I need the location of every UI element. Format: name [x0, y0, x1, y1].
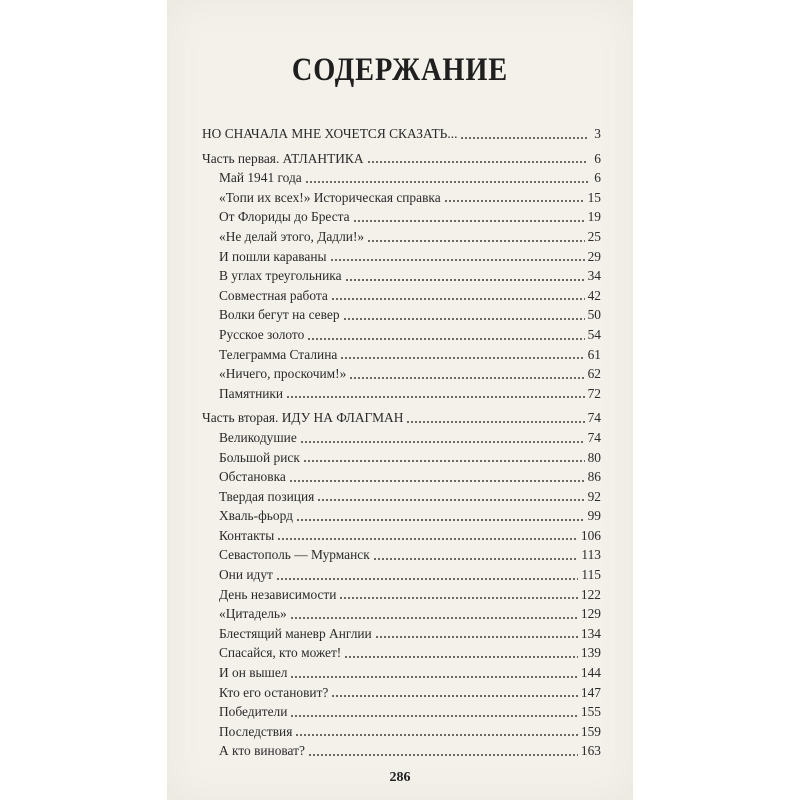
toc-entry: [202, 585, 601, 605]
dot-leader: [290, 617, 578, 619]
toc-entry-title: Спасайся, кто может!: [219, 645, 342, 661]
toc-entry-title: Телеграмма Сталина: [219, 346, 338, 362]
toc-entry: [202, 428, 601, 448]
toc-entry-page: 42: [587, 287, 601, 303]
dot-leader: [349, 377, 584, 379]
toc-entry-title: Блестящий маневр Англии: [219, 625, 372, 641]
toc-entry: [202, 305, 601, 325]
toc-entry-title: Обстановка: [219, 469, 286, 485]
toc-entry-title: От Флориды до Бреста: [219, 209, 350, 225]
dot-leader: [444, 200, 585, 202]
dot-leader: [345, 279, 585, 281]
dot-leader: [307, 338, 584, 340]
toc-entry: [202, 506, 601, 526]
toc-entry-title: И пошли караваны: [219, 248, 327, 264]
toc-entry-page: 15: [587, 189, 601, 205]
toc-entry-page: 155: [580, 704, 601, 720]
toc-entry-title: Твердая позиция: [219, 488, 315, 504]
toc-entry-page: 61: [587, 346, 601, 362]
book-page: [167, 0, 633, 800]
dot-leader: [289, 480, 585, 482]
toc-entry: [202, 487, 601, 507]
toc-entry: [202, 384, 601, 404]
toc-entry-title: Май 1941 года: [219, 170, 302, 186]
toc-entry: [202, 345, 601, 365]
page-number: 286: [389, 770, 411, 785]
toc-entry-page: 129: [580, 606, 601, 622]
toc-entry-title: Большой риск: [219, 449, 300, 465]
toc-entry: [202, 643, 601, 663]
toc-entry-title: Контакты: [219, 527, 275, 543]
dot-leader: [286, 396, 585, 398]
toc-entry-intro: [202, 124, 601, 144]
toc-entry-page: 159: [580, 723, 601, 739]
toc-entry-title: Совместная работа: [219, 287, 328, 303]
toc-entry-page: 6: [594, 170, 601, 186]
toc-entry-page: 74: [587, 429, 601, 445]
toc-entry-title: «Ничего, проскочим!»: [219, 366, 347, 382]
toc-entry: [202, 364, 601, 384]
dot-leader: [460, 137, 588, 139]
toc-entry-title: И он вышел: [219, 665, 288, 681]
toc-entry-title: А кто виноват?: [219, 743, 305, 759]
toc-entry-page: 29: [587, 248, 601, 264]
toc-entry-title: Севастополь — Мурманск: [219, 547, 370, 563]
dot-leader: [340, 357, 584, 359]
toc-entry: [202, 207, 601, 227]
toc-entry: [202, 741, 601, 761]
dot-leader: [300, 441, 585, 443]
toc-entry: [202, 604, 601, 624]
toc-entry: [202, 702, 601, 722]
toc-entry: [202, 266, 601, 286]
toc-entry-page: 3: [594, 126, 601, 141]
contents-heading: СОДЕРЖАНИЕ: [291, 52, 509, 88]
toc-entry-page: 72: [587, 385, 601, 401]
toc-entry-title: НО СНАЧАЛА МНЕ ХОЧЕТСЯ СКАЗАТЬ...: [202, 126, 458, 141]
toc-entry: [202, 683, 601, 703]
dot-leader: [344, 656, 578, 658]
toc-entry-page: 144: [580, 665, 601, 681]
dot-leader: [276, 578, 579, 580]
toc-entry-page: 74: [587, 410, 601, 426]
toc-entry: [202, 663, 601, 683]
toc-entry-page: 34: [587, 268, 601, 284]
toc-entry: [202, 448, 601, 468]
toc-entry: [202, 325, 601, 345]
toc-entry: [202, 545, 601, 565]
dot-leader: [339, 597, 577, 599]
toc-entry-title: «Цитадель»: [219, 606, 287, 622]
dot-leader: [330, 259, 585, 261]
toc-entry: [202, 286, 601, 306]
dot-leader: [367, 240, 584, 242]
dot-leader: [295, 734, 578, 736]
dot-leader: [308, 754, 578, 756]
toc-part-heading: [202, 149, 601, 169]
toc-entry-page: 134: [580, 625, 601, 641]
toc-entry-page: 50: [587, 307, 601, 323]
toc-entry-title: «Топи их всех!» Историческая справка: [219, 189, 441, 205]
toc-entry-page: 92: [587, 488, 601, 504]
toc-entry: [202, 188, 601, 208]
toc-entry-page: 80: [587, 449, 601, 465]
toc-entry-title: Великодушие: [219, 429, 297, 445]
toc-entry-title: Волки бегут на север: [219, 307, 340, 323]
toc-entry: [202, 467, 601, 487]
toc-entry-page: 122: [580, 586, 601, 602]
toc-entry-page: 86: [587, 469, 601, 485]
toc-entry-page: 147: [580, 684, 601, 700]
toc-entry-page: 106: [580, 527, 601, 543]
dot-leader: [367, 161, 588, 163]
toc-entry: [202, 565, 601, 585]
toc-entry-page: 99: [587, 508, 601, 524]
dot-leader: [305, 181, 588, 183]
dot-leader: [406, 421, 584, 423]
toc-entry-title: Памятники: [219, 385, 284, 401]
toc-entry-title: Часть вторая. ИДУ НА ФЛАГМАН: [202, 410, 404, 426]
toc-entry-page: 19: [587, 209, 601, 225]
dot-leader: [343, 318, 585, 320]
toc-entry-title: День независимости: [219, 586, 337, 602]
toc-entry-title: Хваль-фьорд: [219, 508, 293, 524]
toc-entry-page: 163: [580, 743, 601, 759]
toc-entry-title: Они идут: [219, 567, 273, 583]
dot-leader: [290, 676, 577, 678]
dot-leader: [373, 558, 579, 560]
toc-entry: [202, 624, 601, 644]
toc-entry-title: В углах треугольника: [219, 268, 342, 284]
toc-entry-title: «Не делай этого, Дадли!»: [219, 228, 365, 244]
dot-leader: [317, 499, 584, 501]
toc-entry: [202, 227, 601, 247]
toc-entry-page: 25: [587, 228, 601, 244]
dot-leader: [290, 715, 578, 717]
toc-entry: [202, 168, 601, 188]
toc-entry: [202, 526, 601, 546]
toc-entry-title: Часть первая. АТЛАНТИКА: [202, 150, 364, 166]
dot-leader: [353, 220, 585, 222]
dot-leader: [277, 538, 578, 540]
toc-entry: [202, 722, 601, 742]
dot-leader: [296, 519, 585, 521]
toc-entry-title: Кто его остановит?: [219, 684, 329, 700]
toc-part-heading: [202, 408, 601, 428]
toc-entry-page: 62: [587, 366, 601, 382]
toc-entry-title: Победители: [219, 704, 288, 720]
toc-entry: [202, 247, 601, 267]
dot-leader: [331, 695, 578, 697]
dot-leader: [331, 298, 585, 300]
toc-entry-page: 54: [587, 326, 601, 342]
table-of-contents: [202, 124, 601, 761]
toc-entry-page: 139: [580, 645, 601, 661]
toc-entry-page: 6: [594, 150, 601, 166]
toc-entry-page: 115: [581, 567, 601, 583]
toc-entry-page: 113: [581, 547, 601, 563]
dot-leader: [303, 460, 585, 462]
dot-leader: [375, 636, 578, 638]
toc-entry-title: Русское золото: [219, 326, 305, 342]
toc-entry-title: Последствия: [219, 723, 293, 739]
